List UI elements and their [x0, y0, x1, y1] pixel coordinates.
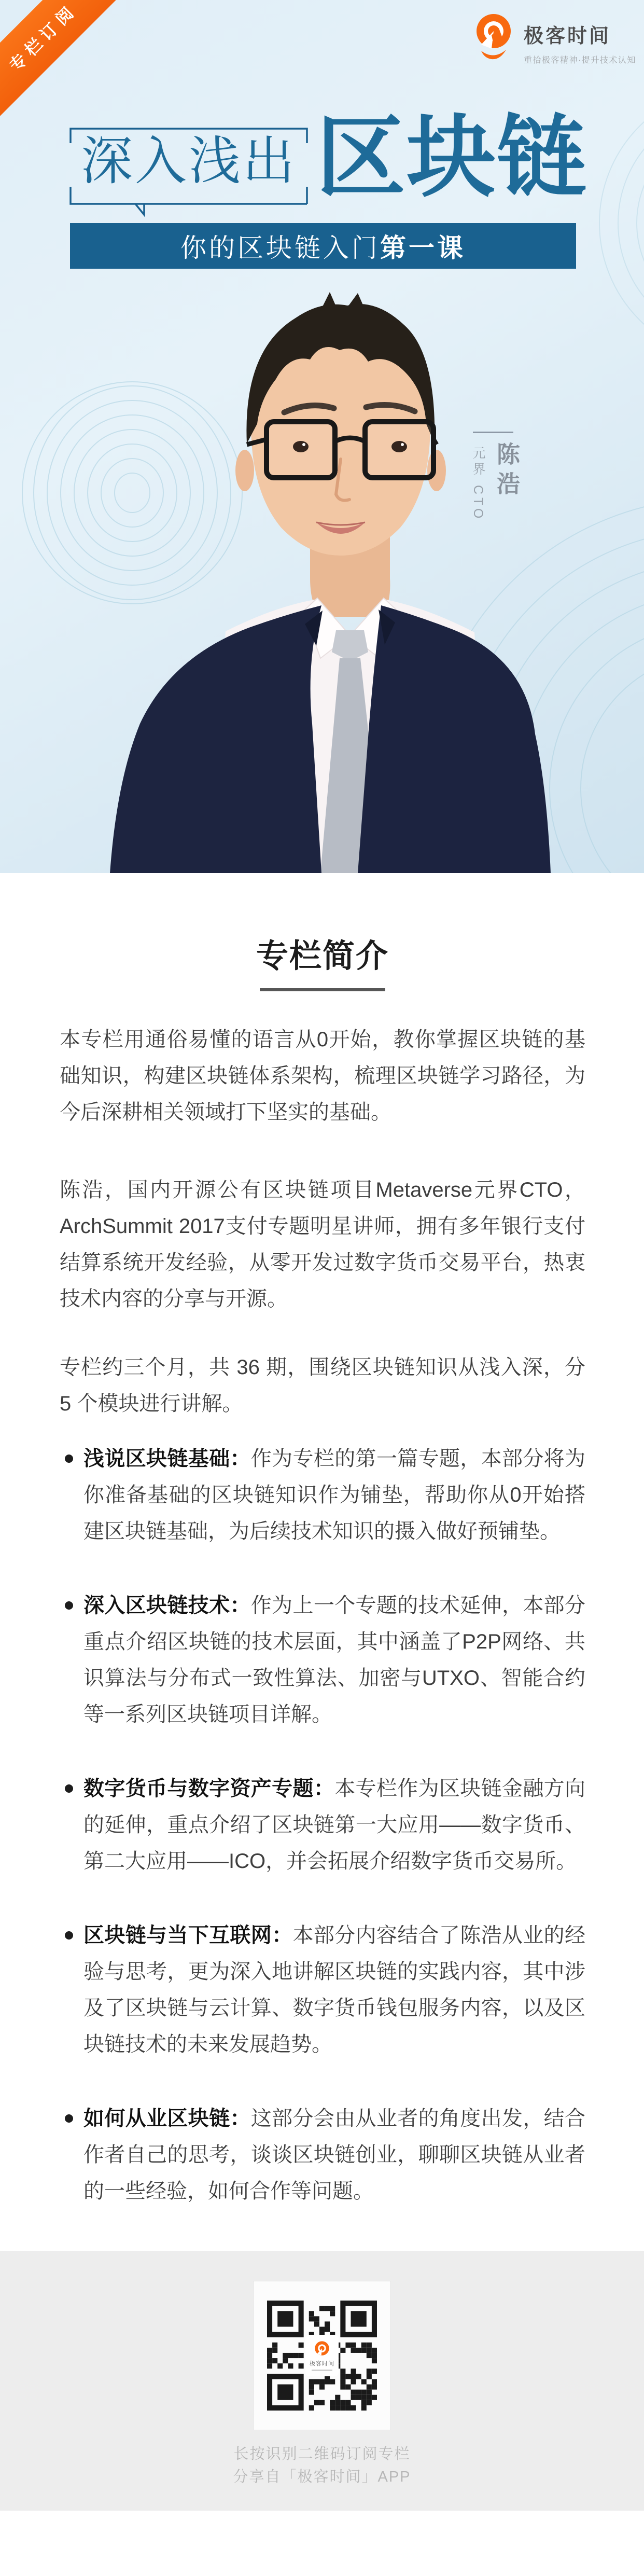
module-body: 本部分内容结合了陈浩从业的经验与思考，更为深入地讲解区块链的实践内容，其中涉及了区块链与云计算、数字货币钱包服务内容，以及区块链技术的未来发展趋势。: [83, 1924, 586, 2056]
qr-badge-logo-icon: [314, 2340, 330, 2357]
course-title-lead: 深入浅出: [81, 132, 297, 190]
module-head: 数字货币与数字资产专题：: [83, 1777, 335, 1800]
brand-name: 极客时间: [524, 25, 611, 47]
geek-time-logo-icon: [476, 12, 512, 62]
subscription-ribbon: [0, 0, 145, 140]
module-item-digital-currency: [60, 1770, 585, 1879]
section-title-underline: [260, 988, 385, 991]
footer-section: [0, 2251, 644, 2511]
intro-paragraph: 本专栏用通俗易懂的语言从0开始，教你掌握区块链的基础知识，构建区块链体系架构，梳理区块链学习路径，为今后深耕相关领域打下坚实的基础。: [60, 1028, 585, 1124]
qr-badge-subline: [312, 2370, 332, 2371]
module-body: 作为专栏的第一篇专题，本部分将为你准备基础的区块链知识作为铺垫，帮助你从0开始搭建区块链基础，为后续技术知识的摄入做好预铺垫。: [83, 1447, 586, 1543]
qr-caption: [0, 2443, 644, 2488]
qr-center-badge: [305, 2335, 339, 2376]
module-body: 本专栏作为区块链金融方向的延伸，重点介绍了区块链第一大应用——数字货币、第二大应用——ICO，并会拓展介绍数字货币交易所。: [83, 1777, 586, 1873]
ribbon-label: 专栏订阅: [6, 0, 81, 75]
course-title-main: 区块链: [316, 108, 587, 207]
module-head: 如何从业区块链：: [83, 2107, 251, 2130]
author-job-title: 元界 CTO: [471, 446, 485, 522]
module-head: 区块链与当下互联网：: [83, 1924, 293, 1947]
qr-badge-label: 极客时间: [310, 2360, 334, 2367]
author-paragraph: 陈浩，国内开源公有区块链项目Metaverse元界CTO， ArchSummit 2017支付专题明星讲师，拥有多年银行支付结算系统开发经验，从零开发过数字货币交易平台，热衷技术内容的分享与开源。: [60, 1179, 585, 1310]
module-list: [60, 1441, 585, 2209]
module-head: 深入区块链技术：: [83, 1594, 251, 1617]
author-name: 陈浩: [493, 442, 520, 501]
author-portrait-photo: [78, 288, 570, 873]
section-title: 专栏简介: [256, 938, 389, 974]
module-item-basics: [60, 1441, 585, 1549]
brand-logo: [476, 12, 636, 65]
module-item-career: [60, 2100, 585, 2209]
subtitle-prefix: 你的区块链入门: [180, 233, 380, 262]
qr-code: [267, 2301, 377, 2411]
rings-top-right-decoration: [591, 78, 644, 368]
qr-code-box: [253, 2281, 391, 2430]
module-item-tech: [60, 1587, 585, 1733]
qr-caption-line2: 分享自「极客时间」APP: [233, 2469, 411, 2485]
module-head: 浅说区块链基础：: [83, 1447, 251, 1470]
intro-section: [0, 873, 644, 2251]
schedule-paragraph: 专栏约三个月，共 36 期，围绕区块链知识从浅入深，分 5 个模块进行讲解。: [60, 1356, 585, 1415]
module-body: 作为上一个专题的技术延伸，本部分重点介绍区块链的技术层面，其中涵盖了P2P网络、共识算法与分布式一致性算法、加密与UTXO、智能合约等一系列区块链项目详解。: [83, 1594, 586, 1726]
module-body: 这部分会由从业者的角度出发，结合作者自己的思考，谈谈区块链创业，聊聊区块链从业者的一些经验，如何合作等问题。: [83, 2107, 586, 2203]
module-item-internet: [60, 1917, 585, 2062]
hero-section: [0, 0, 644, 873]
brand-text: [524, 12, 636, 65]
subtitle-bar: [70, 223, 576, 269]
brand-tagline: 重拾极客精神·提升技术认知: [524, 56, 636, 65]
subtitle-emphasis: 第一课: [380, 233, 466, 262]
qr-caption-line1: 长按识别二维码订阅专栏: [233, 2446, 411, 2462]
author-divider-line: [473, 432, 513, 433]
